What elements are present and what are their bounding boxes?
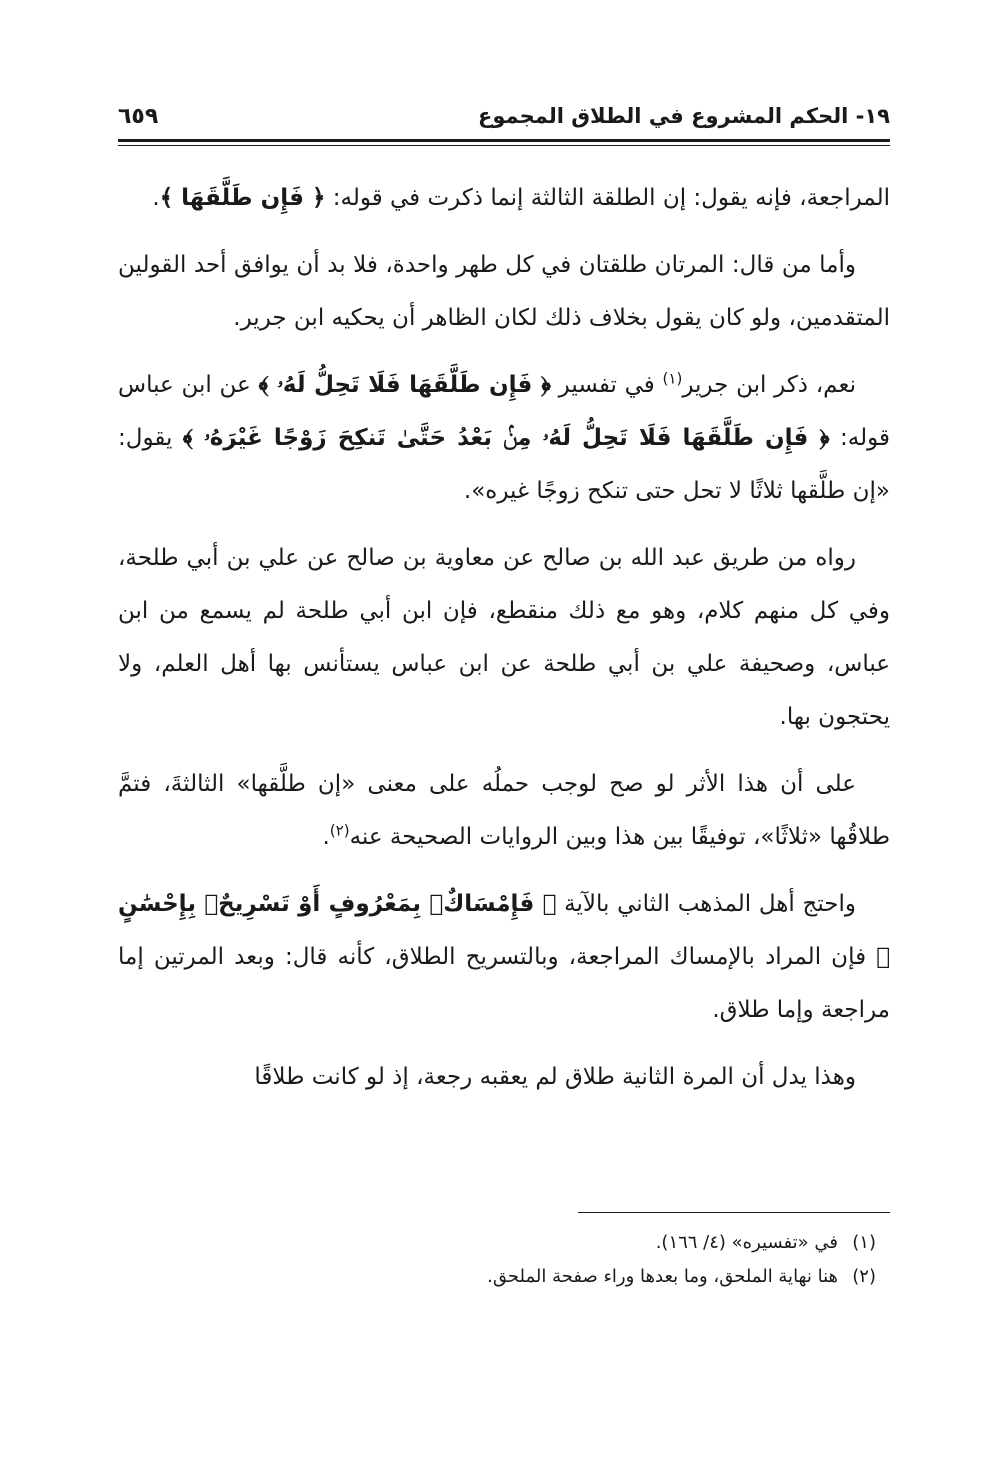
header-rule-thin [118, 145, 890, 146]
paragraph-3-part-3: عن ابن عباس قوله: [118, 372, 890, 451]
paragraph-3-part-2: في تفسير [550, 372, 663, 398]
paragraph-5-after: . [322, 824, 330, 850]
footnote-ref-2: (٢) [329, 821, 350, 840]
page-header [118, 104, 890, 144]
footnote-2 [118, 1260, 890, 1294]
footnote-text: هنا نهاية الملحق، وما بعدها وراء صفحة الملحق. [487, 1266, 838, 1287]
paragraph-6-after: فإن المراد بالإمساك المراجعة، وبالتسريح الطلاق، كأنه قال: وبعد المرتين إما مراجعة وإما طلاق. [118, 944, 890, 1023]
paragraph-5-before: على أن هذا الأثر لو صح لوجب حملُه على معنى «إن طلَّقها» الثالثةَ، فتمَّ طلاقُها «ثلاثًا»، توفيقًا بين هذا وبين الروايات الصحيحة عنه [118, 771, 890, 850]
paragraph-1-after: . [152, 185, 160, 211]
paragraph-5 [118, 758, 890, 864]
paragraph-3-part-4: يقول: «إن طلَّقها ثلاثًا لا تحل حتى تنكح زوجًا غيره». [118, 425, 890, 504]
paragraph-3-part-1: نعم، ذكر ابن جرير [682, 372, 856, 398]
quran-verse: ﴿ فَإِمْسَاكٌۢ بِمَعْرُوفٍ أَوْ تَسْرِيحٌۢ بِإِحْسَٰنٍ ﴾ [118, 891, 890, 970]
page-number: ٦٥٩ [118, 104, 159, 129]
paragraph-6 [118, 878, 890, 1037]
footnotes [118, 1226, 890, 1294]
chapter-title: ١٩- الحكم المشروع في الطلاق المجموع [478, 104, 890, 128]
paragraph-4: رواه من طريق عبد الله بن صالح عن معاوية بن صالح عن علي بن أبي طلحة، وفي كل منهم كلام، وهو مع ذلك منقطع، فإن ابن أبي طلحة لم يسمع من ابن عباس، وصحيفة علي بن أبي طلحة عن ابن عباس يستأنس بها أهل العلم، ولا يحتجون بها. [118, 545, 890, 730]
paragraph-1 [118, 172, 890, 225]
footnote-text: في «تفسيره» (٤/ ١٦٦). [655, 1232, 838, 1253]
paragraph-7: وهذا يدل أن المرة الثانية طلاق لم يعقبه رجعة، إذ لو كانت طلاقًا [254, 1064, 856, 1090]
footnote-1 [118, 1226, 890, 1260]
footnote-number: (١) [852, 1232, 876, 1253]
paragraph-3 [118, 359, 890, 518]
header-rule [118, 139, 890, 142]
paragraph-1-before: المراجعة، فإنه يقول: إن الطلقة الثالثة إنما ذكرت في قوله: [325, 185, 890, 211]
quran-verse: ﴿ فَإِن طَلَّقَهَا فَلَا تَحِلُّ لَهُۥ ﴾ [258, 372, 551, 398]
paragraph-2: وأما من قال: المرتان طلقتان في كل طهر واحدة، فلا بد أن يوافق أحد القولين المتقدمين، ولو كان يقول بخلاف ذلك لكان الظاهر أن يحكيه ابن جرير. [118, 252, 890, 331]
footnote-number: (٢) [852, 1266, 876, 1287]
quran-verse: ﴿ فَإِن طَلَّقَهَا فَلَا تَحِلُّ لَهُۥ مِنۢ بَعْدُ حَتَّىٰ تَنكِحَ زَوْجًا غَيْرَهُۥ ﴾ [182, 425, 830, 451]
footnote-ref-1: (١) [662, 369, 683, 388]
quran-verse: ﴿ فَإِن طَلَّقَهَا ﴾ [159, 185, 326, 211]
main-text [118, 172, 890, 1118]
paragraph-6-before: واحتج أهل المذهب الثاني بالآية [556, 891, 856, 917]
footnote-separator [578, 1212, 890, 1213]
